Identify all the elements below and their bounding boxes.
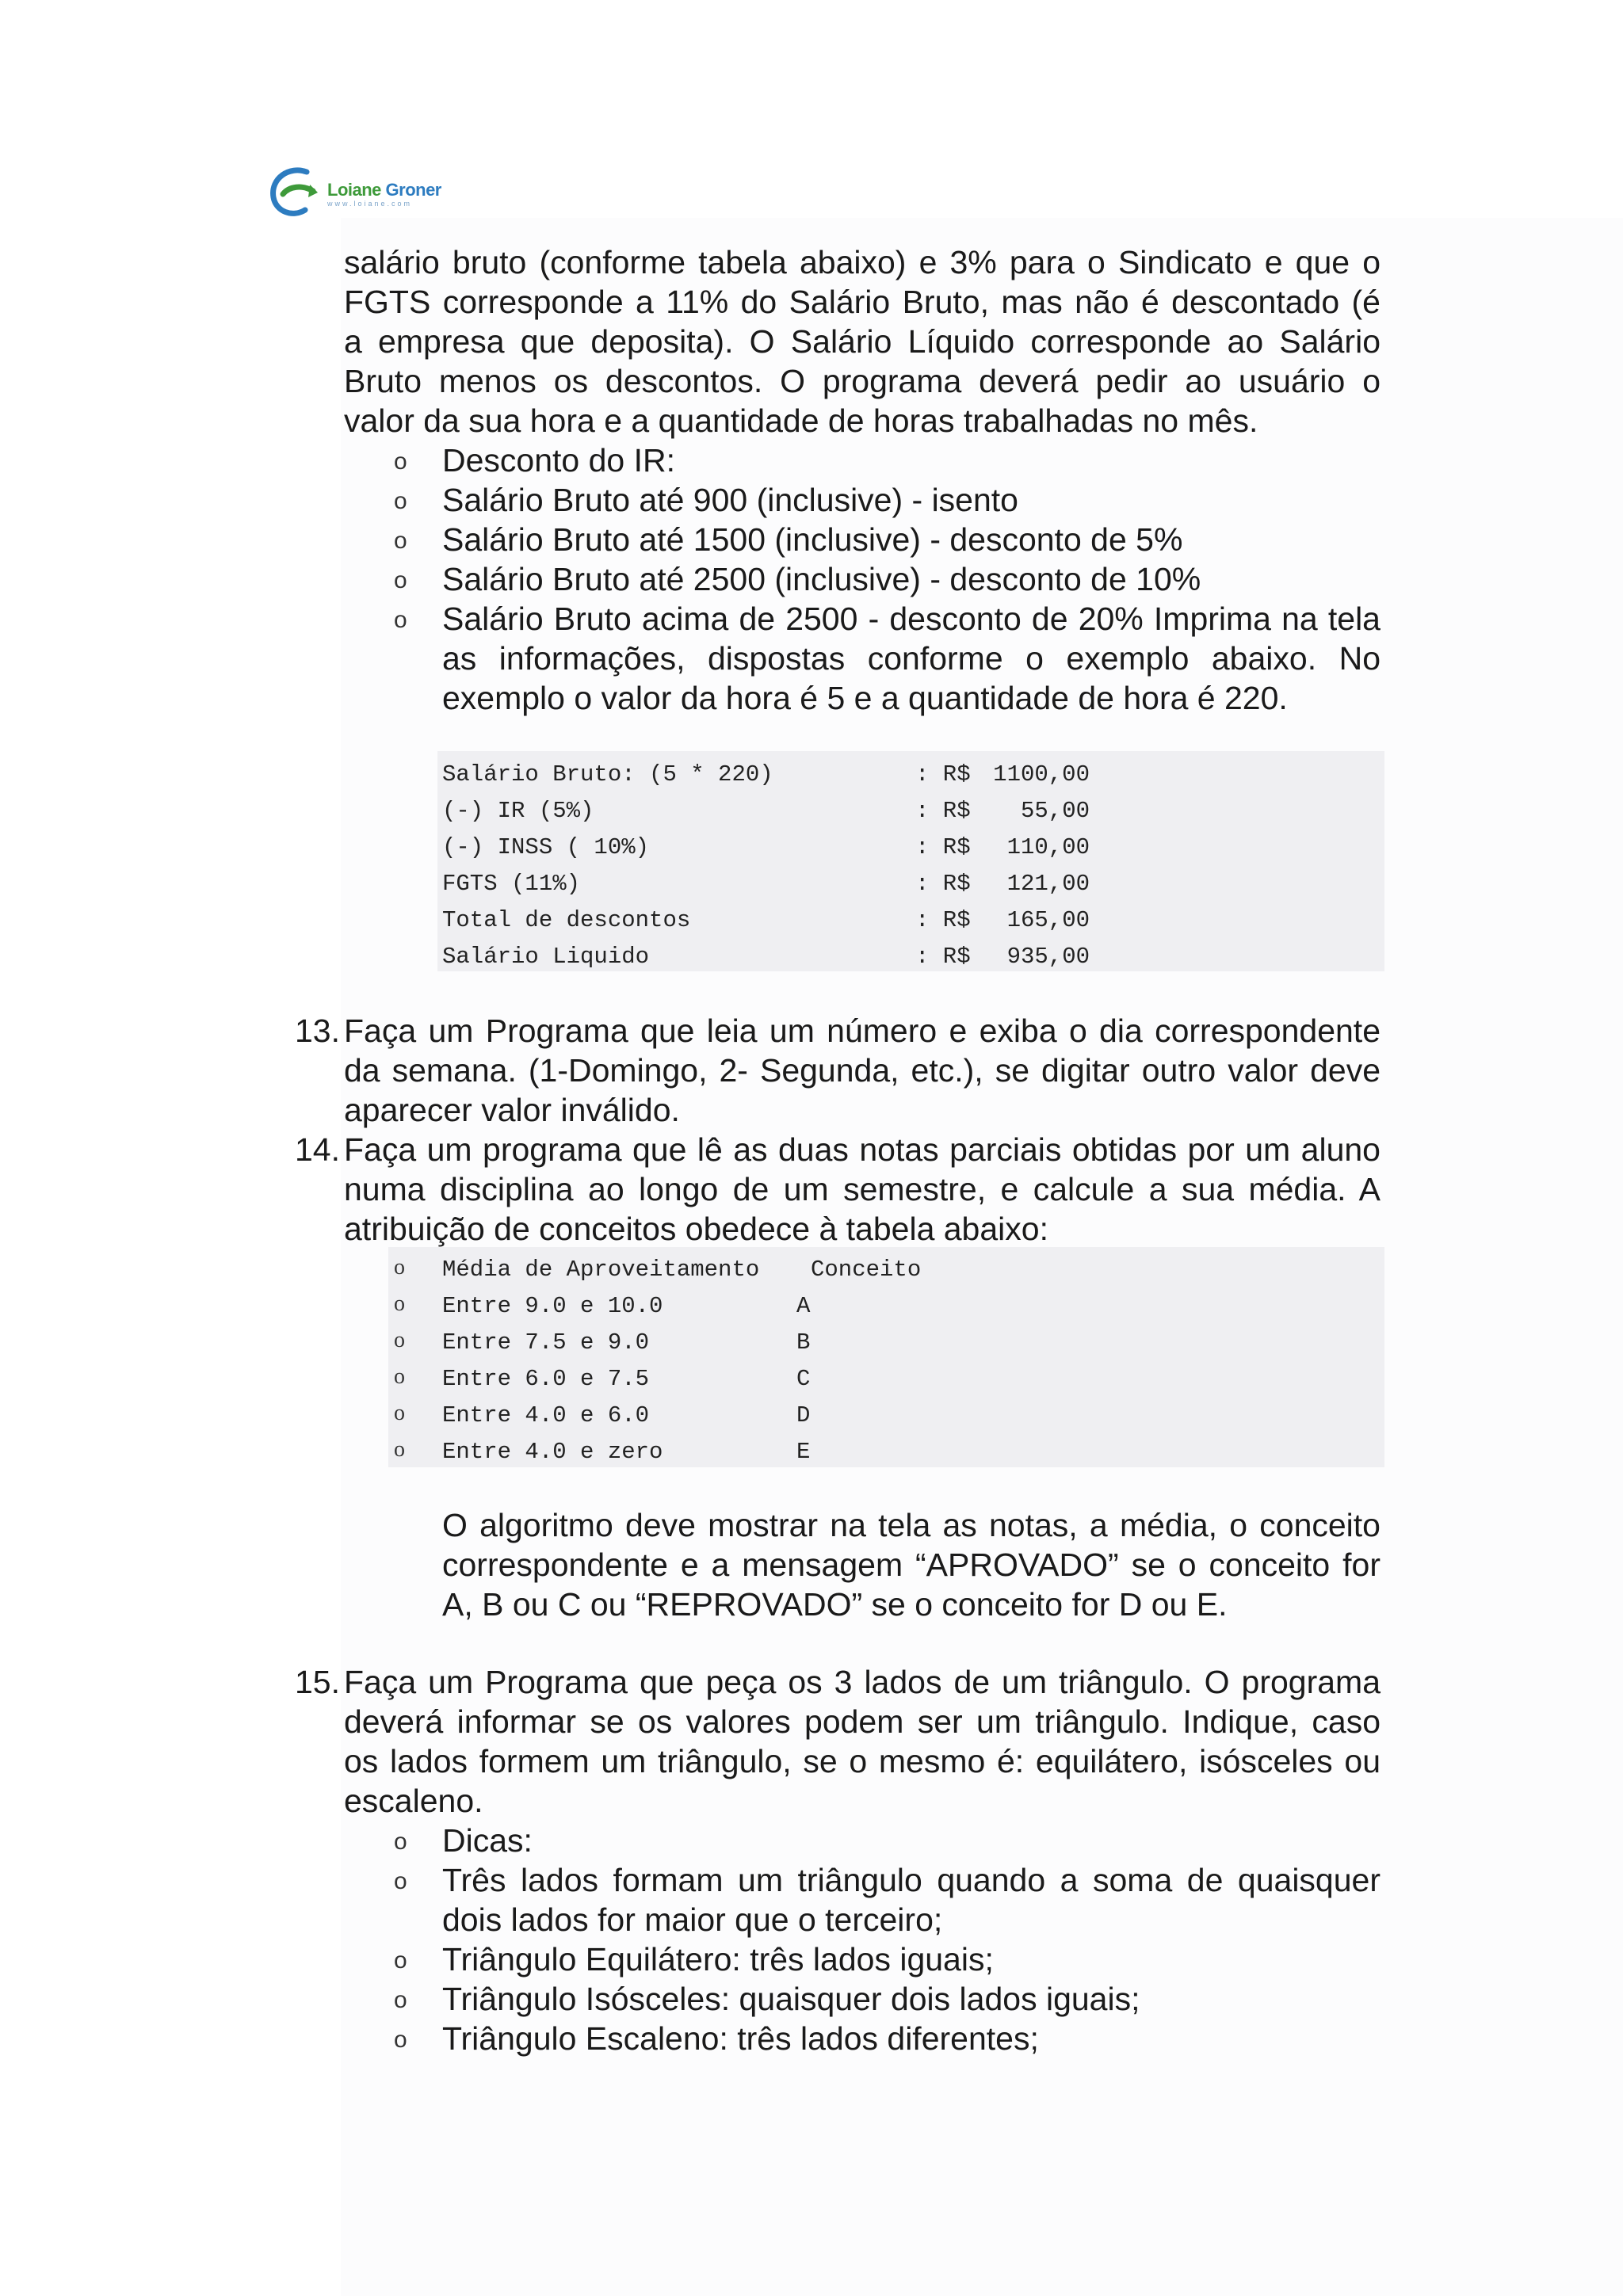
text-line: Faça um Programa que peça os 3 lados de um triângulo. O programa [344, 1664, 1381, 1700]
list-item: Salário Bruto até 2500 (inclusive) - desconto de 10% [442, 561, 1201, 597]
code-value: 165,00 [1006, 907, 1090, 933]
grade-range: Entre 4.0 e 6.0 [442, 1402, 650, 1428]
text-line: atribuição de conceitos obedece à tabela abaixo: [344, 1211, 1048, 1247]
code-value: 935,00 [1006, 944, 1090, 970]
list-bullet: o [394, 448, 407, 475]
text-line: deverá informar se os valores podem ser um triângulo. Indique, caso [344, 1703, 1381, 1740]
logo-wordmark: Loiane Groner [327, 180, 441, 200]
list-bullet: o [394, 567, 407, 593]
code-label: (-) IR (5%) [442, 798, 594, 824]
text-line: da semana. (1-Domingo, 2- Segunda, etc.), se digitar outro valor deve [344, 1052, 1381, 1089]
list-bullet: o [394, 1868, 407, 1894]
code-sep: : R$ [915, 907, 971, 933]
text-line: a empresa que deposita). O Salário Líquido corresponde ao Salário [344, 323, 1381, 360]
grade-letter: D [796, 1402, 811, 1428]
question-number: 13. [295, 1013, 340, 1049]
code-label: FGTS (11%) [442, 871, 581, 897]
text-line: salário bruto (conforme tabela abaixo) e 3% para o Sindicato e que o [344, 244, 1381, 280]
list-item: Triângulo Escaleno: três lados diferentes; [442, 2020, 1039, 2057]
code-value: 1100,00 [993, 761, 1090, 788]
grade-range: Entre 6.0 e 7.5 [442, 1366, 650, 1392]
grade-letter: C [796, 1366, 811, 1392]
list-item: Desconto do IR: [442, 442, 675, 479]
code-label: (-) INSS ( 10%) [442, 834, 650, 860]
list-bullet: o [394, 1987, 407, 2013]
question-number: 14. [295, 1131, 340, 1168]
list-item: Salário Bruto até 1500 (inclusive) - desconto de 5% [442, 521, 1183, 558]
grade-range: Entre 4.0 e zero [442, 1439, 663, 1465]
code-sep: : R$ [915, 944, 971, 970]
question-number: 15. [295, 1664, 340, 1700]
list-item: Salário Bruto acima de 2500 - desconto de 20% Imprima na tela [442, 601, 1381, 637]
grade-letter: B [796, 1329, 811, 1356]
text-line: A, B ou C ou “REPROVADO” se o conceito for D ou E. [442, 1586, 1228, 1623]
text-line: os lados formem um triângulo, se o mesmo é: equilátero, isósceles ou [344, 1743, 1381, 1779]
list-item: Triângulo Isósceles: quaisquer dois lados iguais; [442, 1981, 1140, 2017]
grade-letter: A [796, 1293, 811, 1319]
text-line: escaleno. [344, 1783, 483, 1819]
list-bullet: o [394, 2027, 407, 2053]
text-line: correspondente e a mensagem “APROVADO” se o conceito for [442, 1547, 1381, 1583]
code-label: Salário Bruto: (5 * 220) [442, 761, 773, 788]
grade-letter: E [796, 1439, 811, 1465]
list-bullet: o [394, 607, 407, 633]
list-bullet: o [394, 1328, 405, 1352]
list-bullet: o [394, 1829, 407, 1855]
list-item: Triângulo Equilátero: três lados iguais; [442, 1941, 994, 1978]
logo-url: www.loiane.com [327, 200, 413, 208]
list-bullet: o [394, 1947, 407, 1974]
list-item: Três lados formam um triângulo quando a soma de quaisquer [442, 1862, 1381, 1898]
text-line: Faça um Programa que leia um número e exiba o dia correspondente [344, 1013, 1381, 1049]
logo [265, 162, 440, 226]
text-line: O algoritmo deve mostrar na tela as notas, a média, o conceito [442, 1507, 1381, 1543]
code-sep: : R$ [915, 871, 971, 897]
list-bullet: o [394, 488, 407, 514]
grade-range: Entre 7.5 e 9.0 [442, 1329, 650, 1356]
code-sep: : R$ [915, 834, 971, 860]
list-bullet: o [394, 1401, 405, 1425]
text-line: FGTS corresponde a 11% do Salário Bruto, mas não é descontado (é [344, 284, 1381, 320]
grade-header: Conceito [811, 1257, 922, 1283]
code-sep: : R$ [915, 761, 971, 788]
code-label: Salário Liquido [442, 944, 650, 970]
list-item: Salário Bruto até 900 (inclusive) - isento [442, 482, 1018, 518]
grade-range-header: Média de Aproveitamento [442, 1257, 760, 1283]
code-value: 55,00 [1020, 798, 1090, 824]
text-line: numa disciplina ao longo de um semestre, e calcule a sua média. A [344, 1171, 1381, 1207]
list-bullet: o [394, 1291, 405, 1316]
code-label: Total de descontos [442, 907, 691, 933]
code-value: 110,00 [1006, 834, 1090, 860]
code-sep: : R$ [915, 798, 971, 824]
list-item-continuation: as informações, dispostas conforme o exemplo abaixo. No [442, 640, 1381, 677]
list-item: Dicas: [442, 1822, 533, 1859]
list-item-continuation: dois lados for maior que o terceiro; [442, 1901, 943, 1938]
list-bullet: o [394, 1255, 405, 1280]
code-value: 121,00 [1006, 871, 1090, 897]
list-item-continuation: exemplo o valor da hora é 5 e a quantidade de hora é 220. [442, 680, 1288, 716]
logo-swirl-icon [265, 162, 329, 226]
grade-range: Entre 9.0 e 10.0 [442, 1293, 663, 1319]
text-line: Faça um programa que lê as duas notas parciais obtidas por um aluno [344, 1131, 1381, 1168]
list-bullet: o [394, 1364, 405, 1389]
text-line: aparecer valor inválido. [344, 1092, 680, 1128]
list-bullet: o [394, 1437, 405, 1462]
list-bullet: o [394, 528, 407, 554]
text-line: Bruto menos os descontos. O programa deverá pedir ao usuário o [344, 363, 1381, 399]
text-line: valor da sua hora e a quantidade de horas trabalhadas no mês. [344, 402, 1258, 439]
